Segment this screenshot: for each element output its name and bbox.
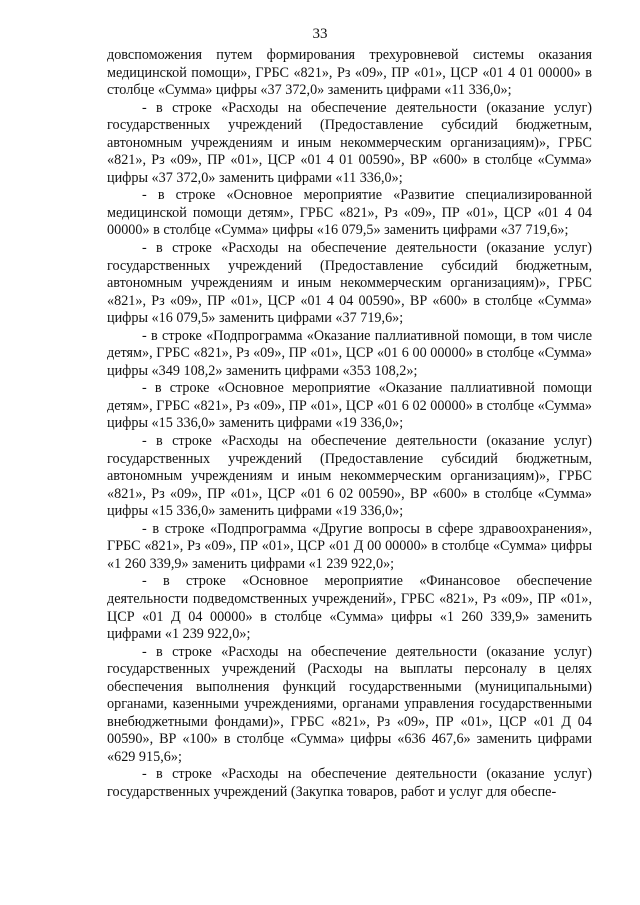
page-number: 33 (312, 26, 328, 42)
paragraph-2: - в строке «Расходы на обеспечение деятельности (оказание услуг) государственных учреждений (Предоставление субсидий бюджетным, автономным учреждениям и иным некоммерческим организациям)», ГРБС «821», Рз «09», ПР «01», ЦСР «01 4 01 00590», ВР «600» в столбце «Сумма» цифры «37 372,0» заменить цифрами «11 336,0»; (107, 99, 592, 186)
paragraph-6: - в строке «Основное мероприятие «Оказание паллиативной помощи детям», ГРБС «821», Рз «09», ПР «01», ЦСР «01 6 02 00000» в столбце «Сумма» цифры «15 336,0» заменить цифрами «19 336,0»; (107, 380, 592, 432)
paragraph-10: - в строке «Расходы на обеспечение деятельности (оказание услуг) государственных учреждений (Расходы на выплаты персоналу в целях обеспечения выполнения функций государственными (муниципальными) органами, казенными учреждениями, органами управления государственными внебюджетными фондами)», ГРБС «821», Рз «09», ПР «01», ЦСР «01 Д 04 00590», ВР «100» в столбце «Сумма» цифры «636 467,6» заменить цифрами «629 915,6»; (107, 643, 592, 765)
paragraph-9: - в строке «Основное мероприятие «Финансовое обеспечение деятельности подведомственных учреждений», ГРБС «821», Рз «09», ПР «01», ЦСР «01 Д 04 00000» в столбце «Сумма» цифры «1 260 339,9» заменить цифрами «1 239 922,0»; (107, 573, 592, 643)
paragraph-8: - в строке «Подпрограмма «Другие вопросы в сфере здравоохранения», ГРБС «821», Рз «09», ПР «01», ЦСР «01 Д 00 00000» в столбце «Сумма» цифры «1 260 339,9» заменить цифрами «1 239 922,0»; (107, 520, 592, 572)
paragraph-1: довспоможения путем формирования трехуровневой системы оказания медицинской помощи», ГРБС «821», Рз «09», ПР «01», ЦСР «01 4 01 00000» в столбце «Сумма» цифры «37 372,0» заменить цифрами «11 336,0»; (107, 47, 592, 99)
paragraph-4: - в строке «Расходы на обеспечение деятельности (оказание услуг) государственных учреждений (Предоставление субсидий бюджетным, автономным учреждениям и иным некоммерческим организациям)», ГРБС «821», Рз «09», ПР «01», ЦСР «01 4 04 00590», ВР «600» в столбце «Сумма» цифры «16 079,5» заменить цифрами «37 719,6»; (107, 240, 592, 327)
paragraph-5: - в строке «Подпрограмма «Оказание паллиативной помощи, в том числе детям», ГРБС «821», Рз «09», ПР «01», ЦСР «01 6 00 00000» в столбце «Сумма» цифры «349 108,2» заменить цифрами «353 108,2»; (107, 327, 592, 379)
paragraph-7: - в строке «Расходы на обеспечение деятельности (оказание услуг) государственных учреждений (Предоставление субсидий бюджетным, автономным учреждениям и иным некоммерческим организациям)», ГРБС «821», Рз «09», ПР «01», ЦСР «01 6 02 00590», ВР «600» в столбце «Сумма» цифры «15 336,0» заменить цифрами «19 336,0»; (107, 433, 592, 520)
paragraph-3: - в строке «Основное мероприятие «Развитие специализированной медицинской помощи детям», ГРБС «821», Рз «09», ПР «01», ЦСР «01 4 04 00000» в столбце «Сумма» цифры «16 079,5» заменить цифрами «37 719,6»; (107, 187, 592, 239)
document-body (107, 47, 592, 802)
paragraph-11: - в строке «Расходы на обеспечение деятельности (оказание услуг) государственных учреждений (Закупка товаров, работ и услуг для обеспе- (107, 766, 592, 800)
